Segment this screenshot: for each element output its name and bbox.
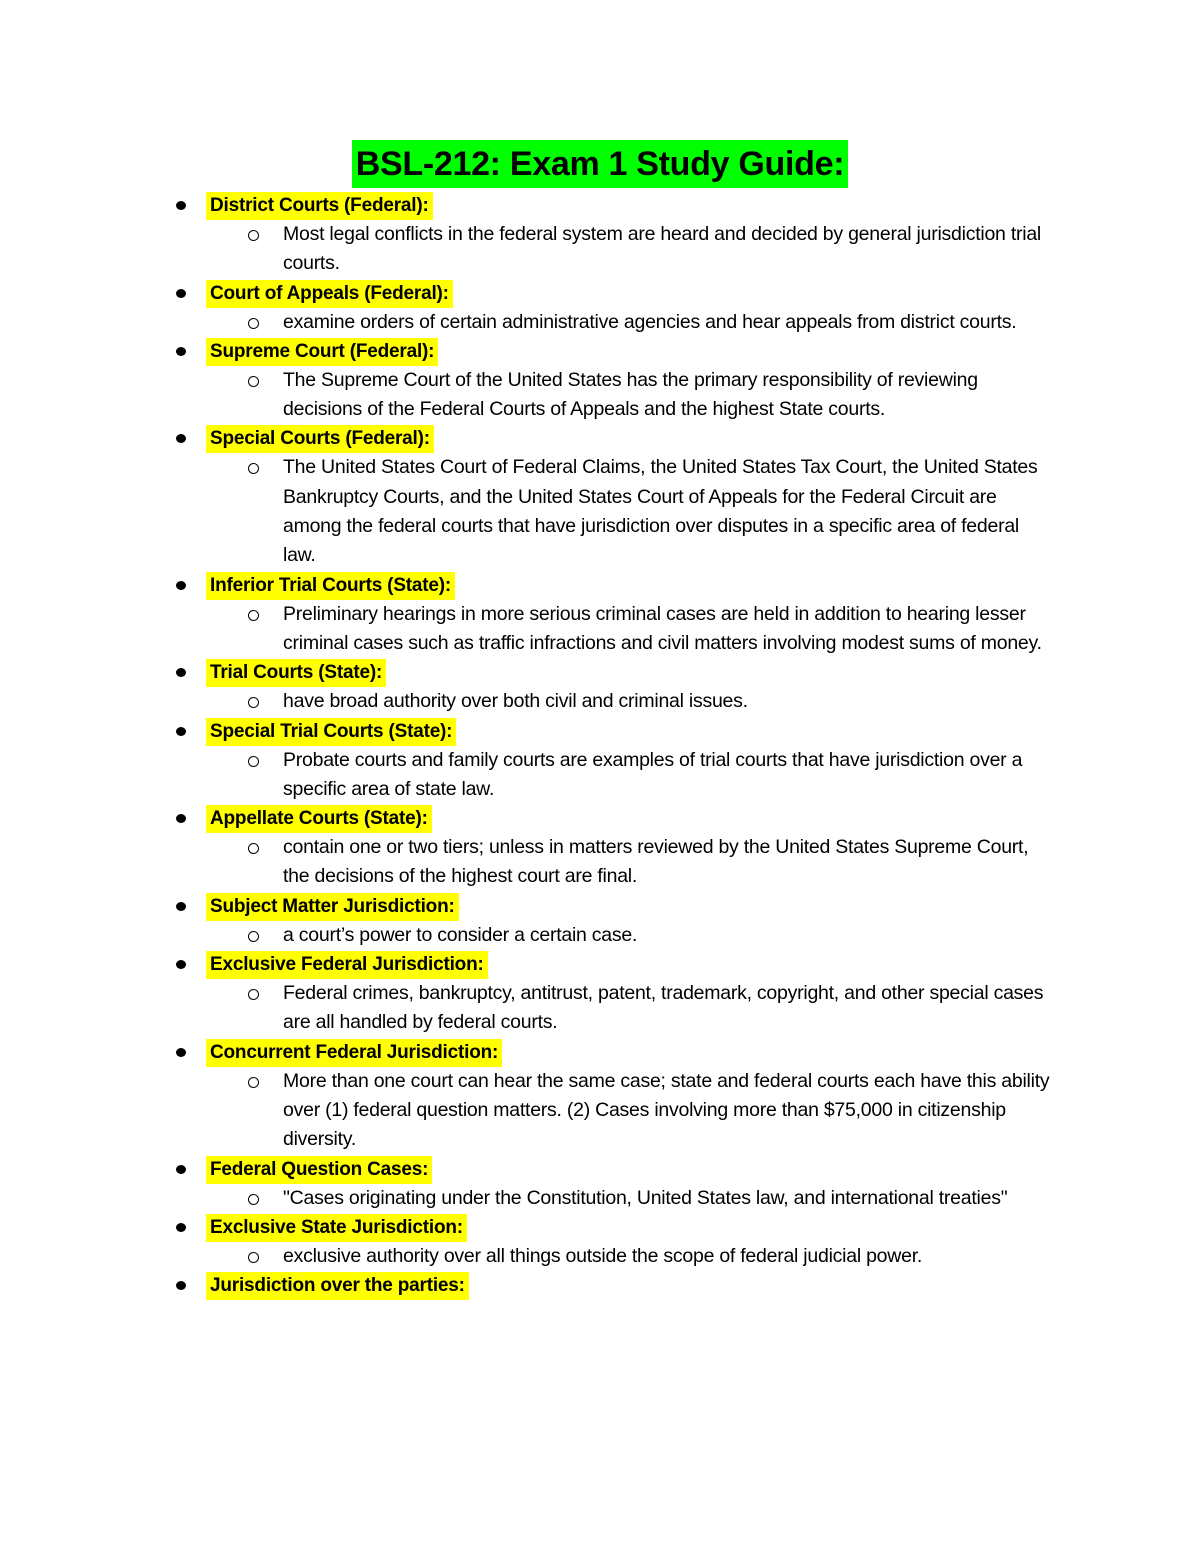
hollow-bullet-icon <box>248 1077 259 1088</box>
term-row <box>0 658 1200 687</box>
term-label: Concurrent Federal Jurisdiction: <box>206 1039 502 1067</box>
definition-list <box>0 1067 1200 1155</box>
study-guide-list <box>0 191 1200 1300</box>
hollow-bullet-icon <box>248 697 259 708</box>
definition-text: a court’s power to consider a certain case. <box>283 923 638 946</box>
hollow-bullet-icon <box>248 376 259 387</box>
definition-list <box>0 366 1200 425</box>
definition-list <box>0 1242 1200 1271</box>
definition-text: Most legal conflicts in the federal system are heard and decided by general jurisdiction trial courts. <box>283 223 1041 275</box>
definition-list <box>0 746 1200 805</box>
definition-text: Preliminary hearings in more serious criminal cases are held in addition to hearing lesser criminal cases such as traffic infractions and civil matters involving modest sums of money. <box>283 602 1042 654</box>
definition-item <box>0 453 1200 570</box>
term-row <box>0 337 1200 366</box>
term-label: Special Trial Courts (State): <box>206 718 456 746</box>
term-label: Exclusive State Jurisdiction: <box>206 1214 467 1242</box>
term-label: Supreme Court (Federal): <box>206 338 438 366</box>
filled-bullet-icon <box>176 201 186 210</box>
filled-bullet-icon <box>176 581 186 590</box>
term-item <box>0 1038 1200 1155</box>
definition-item <box>0 220 1200 279</box>
filled-bullet-icon <box>176 1223 186 1232</box>
definition-list <box>0 979 1200 1038</box>
term-row <box>0 804 1200 833</box>
hollow-bullet-icon <box>248 1252 259 1263</box>
hollow-bullet-icon <box>248 756 259 767</box>
definition-list <box>0 220 1200 279</box>
filled-bullet-icon <box>176 434 186 443</box>
definition-item <box>0 979 1200 1038</box>
term-row <box>0 424 1200 453</box>
definition-list <box>0 453 1200 570</box>
definition-list <box>0 687 1200 716</box>
term-item <box>0 892 1200 950</box>
term-row <box>0 1271 1200 1300</box>
definition-item <box>0 1184 1200 1213</box>
definition-list <box>0 921 1200 950</box>
term-item <box>0 950 1200 1038</box>
term-label: Appellate Courts (State): <box>206 805 432 833</box>
term-item <box>0 337 1200 425</box>
definition-list <box>0 600 1200 659</box>
definition-item <box>0 366 1200 425</box>
definition-text: More than one court can hear the same case; state and federal courts each have this ability over (1) federal question matters. (2) Cases involving more than $75,000 in citizenship diversity. <box>283 1069 1050 1151</box>
definition-list <box>0 833 1200 892</box>
hollow-bullet-icon <box>248 989 259 1000</box>
term-row <box>0 571 1200 600</box>
term-item <box>0 571 1200 659</box>
term-label: Exclusive Federal Jurisdiction: <box>206 951 488 979</box>
definition-item <box>0 833 1200 892</box>
filled-bullet-icon <box>176 1165 186 1174</box>
term-label: District Courts (Federal): <box>206 192 433 220</box>
filled-bullet-icon <box>176 960 186 969</box>
definition-text: Federal crimes, bankruptcy, antitrust, patent, trademark, copyright, and other special cases are all handled by federal courts. <box>283 982 1044 1034</box>
definition-text: The United States Court of Federal Claims, the United States Tax Court, the United States Bankruptcy Courts, and the United States Court of Appeals for the Federal Circuit are among the federal courts that have jurisdiction over disputes in a specific area of federal law. <box>283 456 1038 567</box>
term-row <box>0 191 1200 220</box>
term-item <box>0 1155 1200 1213</box>
term-item <box>0 191 1200 279</box>
filled-bullet-icon <box>176 1048 186 1057</box>
term-row <box>0 717 1200 746</box>
term-row <box>0 950 1200 979</box>
term-label: Court of Appeals (Federal): <box>206 280 453 308</box>
term-row <box>0 892 1200 921</box>
definition-text: The Supreme Court of the United States has the primary responsibility of reviewing decisions of the Federal Courts of Appeals and the highest State courts. <box>283 368 978 421</box>
filled-bullet-icon <box>176 727 186 736</box>
hollow-bullet-icon <box>248 318 259 329</box>
term-item <box>0 658 1200 716</box>
definition-item <box>0 1067 1200 1155</box>
term-item <box>0 279 1200 337</box>
definition-item <box>0 1242 1200 1271</box>
hollow-bullet-icon <box>248 610 259 621</box>
hollow-bullet-icon <box>248 230 259 241</box>
term-row <box>0 279 1200 308</box>
definition-text: examine orders of certain administrative agencies and hear appeals from district courts. <box>283 310 1017 333</box>
term-row <box>0 1213 1200 1242</box>
title-container <box>0 140 1200 188</box>
definition-text: have broad authority over both civil and criminal issues. <box>283 690 748 713</box>
definition-list <box>0 308 1200 337</box>
hollow-bullet-icon <box>248 843 259 854</box>
filled-bullet-icon <box>176 347 186 356</box>
filled-bullet-icon <box>176 902 186 911</box>
definition-item <box>0 746 1200 805</box>
hollow-bullet-icon <box>248 463 259 474</box>
term-label: Inferior Trial Courts (State): <box>206 572 455 600</box>
term-label: Special Courts (Federal): <box>206 425 434 453</box>
term-item <box>0 804 1200 892</box>
hollow-bullet-icon <box>248 1194 259 1205</box>
term-row <box>0 1155 1200 1184</box>
term-item <box>0 1213 1200 1271</box>
filled-bullet-icon <box>176 289 186 298</box>
hollow-bullet-icon <box>248 931 259 942</box>
term-label: Federal Question Cases: <box>206 1156 432 1184</box>
definition-list <box>0 1184 1200 1213</box>
definition-text: contain one or two tiers; unless in matters reviewed by the United States Supreme Court, the decisions of the highest court are final. <box>283 836 1029 888</box>
filled-bullet-icon <box>176 1281 186 1290</box>
document-title: BSL-212: Exam 1 Study Guide: <box>352 140 849 188</box>
definition-text: exclusive authority over all things outside the scope of federal judicial power. <box>283 1244 923 1267</box>
definition-item <box>0 308 1200 337</box>
term-item <box>0 424 1200 570</box>
term-label: Trial Courts (State): <box>206 659 386 687</box>
term-item <box>0 1271 1200 1300</box>
term-label: Jurisdiction over the parties: <box>206 1272 469 1300</box>
definition-item <box>0 921 1200 950</box>
term-row <box>0 1038 1200 1067</box>
term-item <box>0 717 1200 805</box>
filled-bullet-icon <box>176 668 186 677</box>
definition-item <box>0 600 1200 659</box>
filled-bullet-icon <box>176 814 186 823</box>
definition-text: "Cases originating under the Constitution, United States law, and international treaties" <box>283 1186 1008 1209</box>
definition-text: Probate courts and family courts are examples of trial courts that have jurisdiction over a specific area of state law. <box>283 748 1023 800</box>
definition-item <box>0 687 1200 716</box>
term-label: Subject Matter Jurisdiction: <box>206 893 459 921</box>
